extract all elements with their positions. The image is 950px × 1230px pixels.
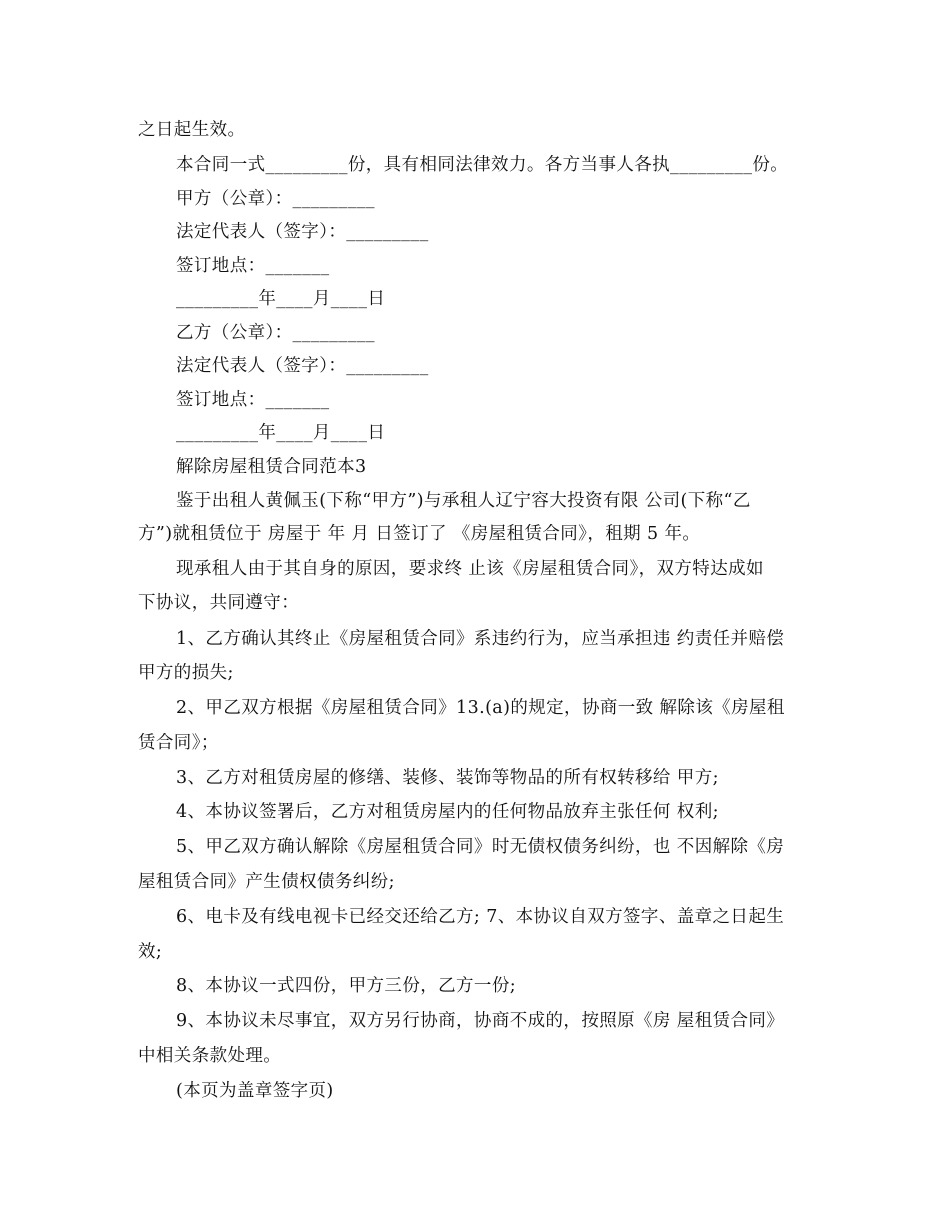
text-line-party-b-rep: 法定代表人（签字）：_________ [176,356,429,376]
text-line-party-b-place: 签订地点：_______ [176,390,330,410]
paragraph-line: 下协议，共同遵守： [138,593,300,613]
clause-line: 6、电卡及有线电视卡已经交还给乙方; 7、本协议自双方签字、盖章之日起生 [176,907,785,927]
clause-line: 赁合同》； [138,733,219,753]
paragraph-line: 鉴于出租人黄佩玉(下称“甲方”)与承租人辽宁容大投资有限 公司(下称“乙 [176,491,751,511]
clause-line: 2、甲乙双方根据《房屋租赁合同》13.(a)的规定，协商一致 解除该《房屋租 [176,698,785,718]
clause-line: 3、乙方对租赁房屋的修缮、装修、装饰等物品的所有权转移给 甲方; [176,768,719,788]
text-line-party-b-seal: 乙方（公章）：_________ [176,323,375,343]
clause-line: 4、本协议签署后，乙方对租赁房屋内的任何物品放弃主张任何 权利; [176,802,719,822]
paragraph-line: 现承租人由于其自身的原因，要求终 止该《房屋租赁合同》，双方特达成如 [176,559,764,579]
clause-line: 9、本协议未尽事宜，双方另行协商，协商不成的，按照原《房 屋租赁合同》 [176,1011,785,1031]
clause-line: 效; [138,942,163,962]
clause-line: 中相关条款处理。 [138,1046,282,1066]
text-line-effective: 之日起生效。 [138,120,246,140]
clause-line: 8、本协议一式四份，甲方三份，乙方一份; [176,976,517,996]
section-title: 解除房屋租赁合同范本3 [176,457,367,477]
clause-line: 1、乙方确认其终止《房屋租赁合同》系违约行为，应当承担违 约责任并赔偿 [176,629,785,649]
clause-line: 5、甲乙双方确认解除《房屋租赁合同》时无债权债务纠纷，也 不因解除《房 [176,837,785,857]
text-line-party-b-date: _________年____月____日 [176,423,386,443]
text-line-party-a-seal: 甲方（公章）：_________ [176,189,375,209]
clause-line: 甲方的损失; [138,663,234,683]
text-line-party-a-place: 签订地点：_______ [176,256,330,276]
signature-page-note: (本页为盖章签字页) [176,1081,334,1101]
text-line-party-a-rep: 法定代表人（签字）：_________ [176,222,429,242]
clause-line: 屋租赁合同》产生债权债务纠纷; [138,872,395,892]
text-line-copies: 本合同一式_________份，具有相同法律效力。各方当事人各执_________份。 [176,155,789,175]
text-line-party-a-date: _________年____月____日 [176,289,386,309]
paragraph-line: 方”)就租赁位于 房屋于 年 月 日签订了 《房屋租赁合同》，租期 5 年。 [138,524,701,544]
